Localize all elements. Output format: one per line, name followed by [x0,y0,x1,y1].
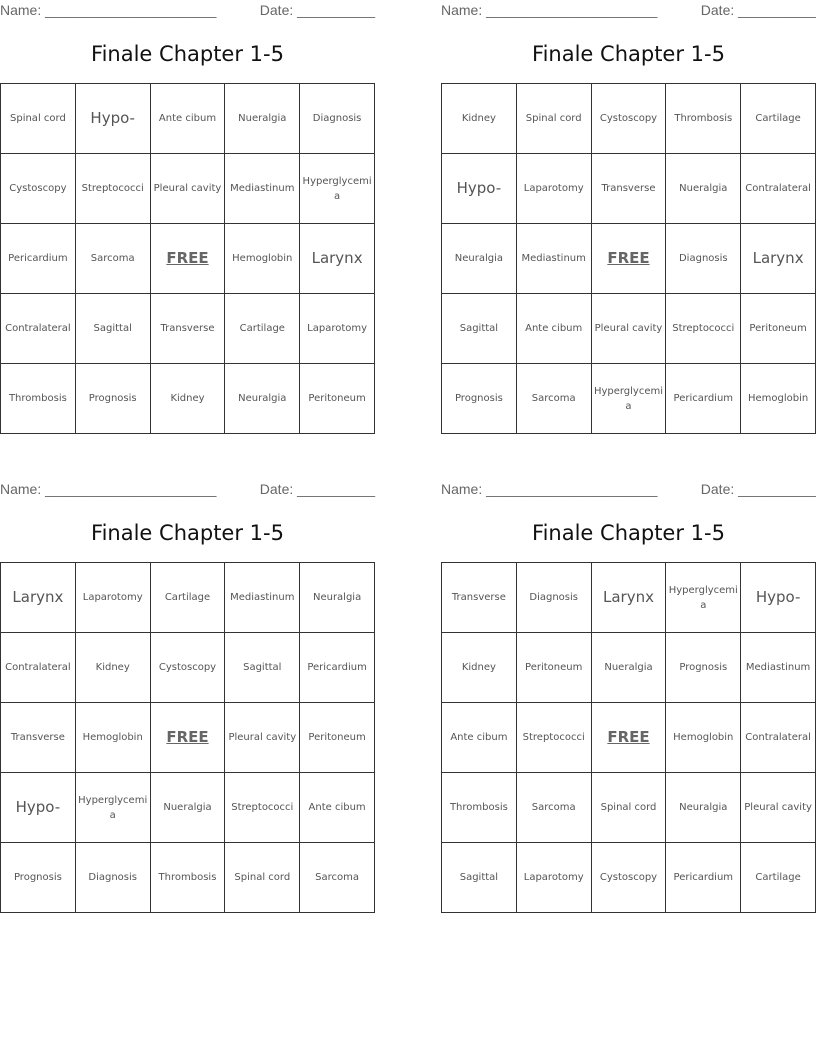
grid-cell: Cystoscopy [591,843,666,913]
grid-row [442,224,816,294]
grid-cell: Contralateral [1,633,76,703]
grid-cell: Hemoglobin [225,224,300,294]
card-title: Finale Chapter 1-5 [91,521,284,545]
grid-row [1,84,375,154]
grid-cell: Streptococci [75,154,150,224]
grid-cell: Neuralgia [225,364,300,434]
grid-cell: Mediastinum [516,224,591,294]
grid-cell: Peritoneum [300,703,375,773]
grid-cell: Larynx [1,563,76,633]
grid-cell: Larynx [300,224,375,294]
grid-cell: Spinal cord [1,84,76,154]
grid-cell: Hyperglycemia [300,154,375,224]
grid-cell: Sarcoma [300,843,375,913]
grid-row [442,773,816,843]
bingo-grid [441,562,816,913]
grid-cell: Sagittal [442,843,517,913]
grid-cell: Kidney [442,84,517,154]
grid-cell: Diagnosis [75,843,150,913]
grid-cell: Hyperglycemia [75,773,150,843]
bingo-card-4 [441,479,816,919]
date-field-label: Date: __________ [259,2,375,18]
grid-cell: Ante cibum [442,703,517,773]
bingo-grid [0,562,375,913]
grid-cell: Cartilage [741,84,816,154]
grid-cell: Pleural cavity [591,294,666,364]
name-field-label: Name: ______________________ [0,481,217,497]
grid-row [442,703,816,773]
grid-row [442,633,816,703]
grid-cell: Cartilage [225,294,300,364]
card-header [441,479,816,499]
grid-cell: Streptococci [666,294,741,364]
grid-cell: Nueralgia [150,773,225,843]
grid-cell: Sagittal [225,633,300,703]
grid-row [1,154,375,224]
grid-row [1,633,375,703]
bingo-grid [0,83,375,434]
grid-cell: Transverse [442,563,517,633]
grid-cell: Hemoglobin [666,703,741,773]
grid-row [442,84,816,154]
grid-row [1,294,375,364]
grid-cell: Pericardium [666,843,741,913]
grid-row [1,773,375,843]
grid-row [1,563,375,633]
card-header [0,479,375,499]
date-field-label: Date: __________ [700,2,816,18]
grid-cell: Hemoglobin [75,703,150,773]
grid-cell: Nueralgia [225,84,300,154]
grid-cell: Thrombosis [150,843,225,913]
grid-cell: Spinal cord [591,773,666,843]
grid-cell: Streptococci [225,773,300,843]
card-header [441,0,816,20]
grid-cell: Hypo- [75,84,150,154]
free-space-cell: FREE [150,703,225,773]
grid-cell: Thrombosis [666,84,741,154]
free-space-cell: FREE [150,224,225,294]
grid-cell: Contralateral [741,154,816,224]
grid-cell: Sarcoma [516,364,591,434]
grid-cell: Prognosis [442,364,517,434]
grid-cell: Kidney [442,633,517,703]
free-space-cell: FREE [591,703,666,773]
bingo-card-2 [441,0,816,440]
grid-row [1,703,375,773]
grid-cell: Ante cibum [516,294,591,364]
grid-row [1,843,375,913]
date-field-label: Date: __________ [700,481,816,497]
grid-row [442,154,816,224]
grid-cell: Contralateral [1,294,76,364]
grid-cell: Prognosis [1,843,76,913]
grid-cell: Transverse [591,154,666,224]
grid-cell: Kidney [150,364,225,434]
grid-cell: Hyperglycemia [666,563,741,633]
name-field-label: Name: ______________________ [0,2,217,18]
grid-cell: Mediastinum [741,633,816,703]
card-title: Finale Chapter 1-5 [91,42,284,66]
grid-cell: Hypo- [442,154,517,224]
grid-cell: Hemoglobin [741,364,816,434]
name-field-label: Name: ______________________ [441,481,658,497]
grid-row [442,364,816,434]
card-title: Finale Chapter 1-5 [532,521,725,545]
grid-cell: Cartilage [741,843,816,913]
grid-cell: Cystoscopy [1,154,76,224]
grid-cell: Pleural cavity [741,773,816,843]
grid-cell: Diagnosis [516,563,591,633]
grid-cell: Peritoneum [741,294,816,364]
grid-cell: Sarcoma [75,224,150,294]
grid-cell: Pleural cavity [150,154,225,224]
grid-cell: Laparotomy [75,563,150,633]
name-field-label: Name: ______________________ [441,2,658,18]
grid-cell: Larynx [741,224,816,294]
grid-cell: Pericardium [1,224,76,294]
grid-cell: Pericardium [300,633,375,703]
grid-cell: Neuralgia [666,773,741,843]
bingo-card-3 [0,479,375,919]
grid-cell: Ante cibum [300,773,375,843]
grid-cell: Prognosis [666,633,741,703]
grid-row [442,294,816,364]
grid-cell: Cystoscopy [591,84,666,154]
free-space-cell: FREE [591,224,666,294]
grid-row [1,364,375,434]
card-title: Finale Chapter 1-5 [532,42,725,66]
bingo-card-1 [0,0,375,440]
grid-cell: Diagnosis [666,224,741,294]
date-field-label: Date: __________ [259,481,375,497]
grid-cell: Hyperglycemia [591,364,666,434]
grid-cell: Contralateral [741,703,816,773]
grid-row [442,563,816,633]
grid-cell: Laparotomy [300,294,375,364]
grid-cell: Diagnosis [300,84,375,154]
grid-cell: Mediastinum [225,563,300,633]
bingo-grid [441,83,816,434]
grid-cell: Laparotomy [516,154,591,224]
grid-cell: Larynx [591,563,666,633]
grid-cell: Spinal cord [516,84,591,154]
grid-cell: Hypo- [741,563,816,633]
grid-cell: Streptococci [516,703,591,773]
card-header [0,0,375,20]
grid-cell: Neuralgia [300,563,375,633]
grid-cell: Prognosis [75,364,150,434]
grid-cell: Transverse [150,294,225,364]
grid-cell: Sagittal [75,294,150,364]
grid-cell: Hypo- [1,773,76,843]
grid-cell: Nueralgia [591,633,666,703]
grid-row [442,843,816,913]
grid-cell: Transverse [1,703,76,773]
grid-cell: Ante cibum [150,84,225,154]
grid-cell: Sagittal [442,294,517,364]
grid-cell: Nueralgia [666,154,741,224]
grid-cell: Mediastinum [225,154,300,224]
grid-cell: Pericardium [666,364,741,434]
grid-cell: Thrombosis [442,773,517,843]
grid-cell: Cartilage [150,563,225,633]
grid-cell: Peritoneum [300,364,375,434]
grid-cell: Pleural cavity [225,703,300,773]
grid-row [1,224,375,294]
grid-cell: Spinal cord [225,843,300,913]
grid-cell: Cystoscopy [150,633,225,703]
grid-cell: Kidney [75,633,150,703]
grid-cell: Sarcoma [516,773,591,843]
grid-cell: Neuralgia [442,224,517,294]
grid-cell: Laparotomy [516,843,591,913]
grid-cell: Thrombosis [1,364,76,434]
grid-cell: Peritoneum [516,633,591,703]
